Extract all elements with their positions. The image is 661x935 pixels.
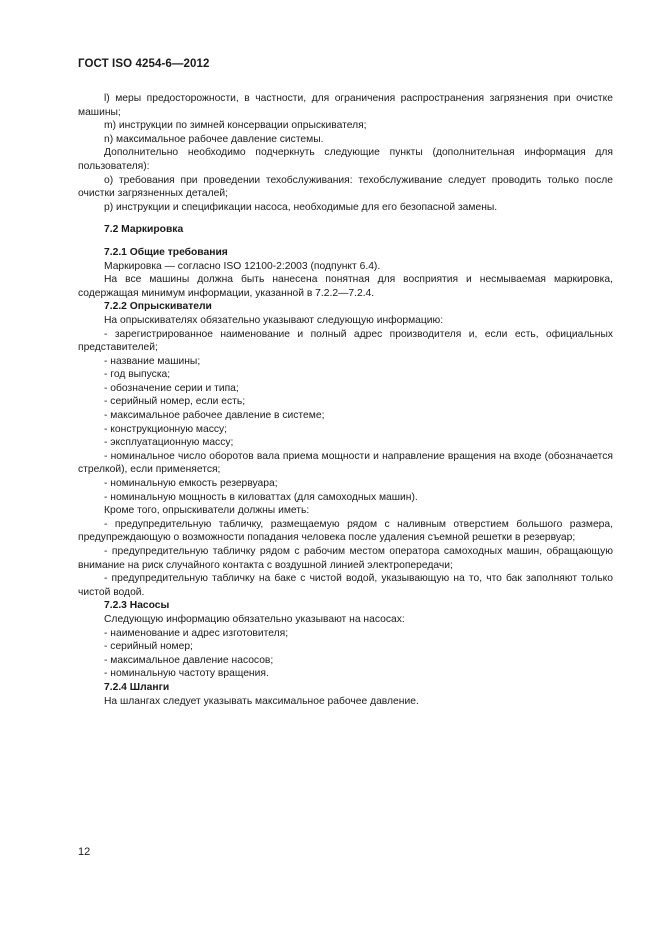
list-item: - номинальное число оборотов вала приема мощности и направление вращения на входе (обозначается стрелкой), если применяется; xyxy=(78,450,613,476)
list-item: - год выпуска; xyxy=(104,369,171,381)
page-header: ГОСТ ISO 4254-6—2012 xyxy=(78,58,210,70)
list-item: m) инструкции по зимней консервации опрыскивателя; xyxy=(104,120,367,132)
list-item: n) максимальное рабочее давление системы. xyxy=(104,133,324,145)
subsection-heading: 7.2.2 Опрыскиватели xyxy=(104,301,212,313)
subsection-heading: 7.2.1 Общие требования xyxy=(104,246,228,258)
list-item: l) меры предосторожности, в частности, для ограничения распространения загрязнения при очистке машины; xyxy=(78,93,613,118)
document-body xyxy=(78,92,613,708)
list-item: - серийный номер; xyxy=(104,641,193,653)
list-item: - серийный номер, если есть; xyxy=(104,396,246,408)
list-item: - максимальное давление насосов; xyxy=(104,654,274,666)
paragraph: Кроме того, опрыскиватели должны иметь: xyxy=(104,505,310,517)
list-item: - предупредительную табличку на баке с чистой водой, указывающую на то, что бак заполняют только чистой водой. xyxy=(78,573,613,598)
paragraph: На опрыскивателях обязательно указывают следующую информацию: xyxy=(104,314,444,326)
subsection-heading: 7.2.3 Насосы xyxy=(104,600,170,612)
list-item: - номинальную мощность в киловаттах (для самоходных машин). xyxy=(104,491,418,503)
subsection-heading: 7.2.4 Шланги xyxy=(104,681,170,693)
page-number: 12 xyxy=(78,846,91,858)
paragraph: На все машины должна быть нанесена понятная для восприятия и несмываемая маркировка, содержащая минимум информации, указанной в 7.2.2—7.2.4. xyxy=(78,274,613,299)
list-item: o) требования при проведении техобслуживания: техобслуживание следует проводить только после очистки загрязненных деталей; xyxy=(78,174,613,200)
list-item: - конструкционную массу; xyxy=(104,423,228,435)
list-item: - предупредительную табличку, размещаемую рядом с наливным отверстием большого размера, предупреждающую о возможности попадания человека после удаления съемной решетки в резервуар; xyxy=(78,518,613,544)
paragraph: На шлангах следует указывать максимальное рабочее давление. xyxy=(104,695,419,707)
list-item: - обозначение серии и типа; xyxy=(104,382,239,394)
list-item: - номинальную частоту вращения. xyxy=(104,668,269,680)
list-item: - эксплуатационную массу; xyxy=(104,437,234,449)
list-item: - зарегистрированное наименование и полный адрес производителя и, если есть, официальных представителей; xyxy=(78,328,613,354)
list-item: - наименование и адрес изготовителя; xyxy=(104,627,289,639)
paragraph: Дополнительно необходимо подчеркнуть следующие пункты (дополнительная информация для пользователя): xyxy=(78,147,613,172)
list-item: - предупредительную табличку рядом с рабочим местом оператора самоходных машин, обращающую внимание на риск случайного контакта с воздушной линией электропередачи; xyxy=(78,546,613,571)
paragraph: Следующую информацию обязательно указывают на насосах: xyxy=(104,613,405,625)
section-heading: 7.2 Маркировка xyxy=(104,224,184,236)
list-item: - максимальное рабочее давление в системе; xyxy=(104,410,325,422)
list-item: - номинальную емкость резервуара; xyxy=(104,478,278,490)
paragraph: Маркировка — согласно ISO 12100-2:2003 (подпункт 6.4). xyxy=(104,260,381,272)
list-item: p) инструкции и спецификации насоса, необходимые для его безопасной замены. xyxy=(104,201,498,213)
list-item: - название машины; xyxy=(104,355,201,367)
